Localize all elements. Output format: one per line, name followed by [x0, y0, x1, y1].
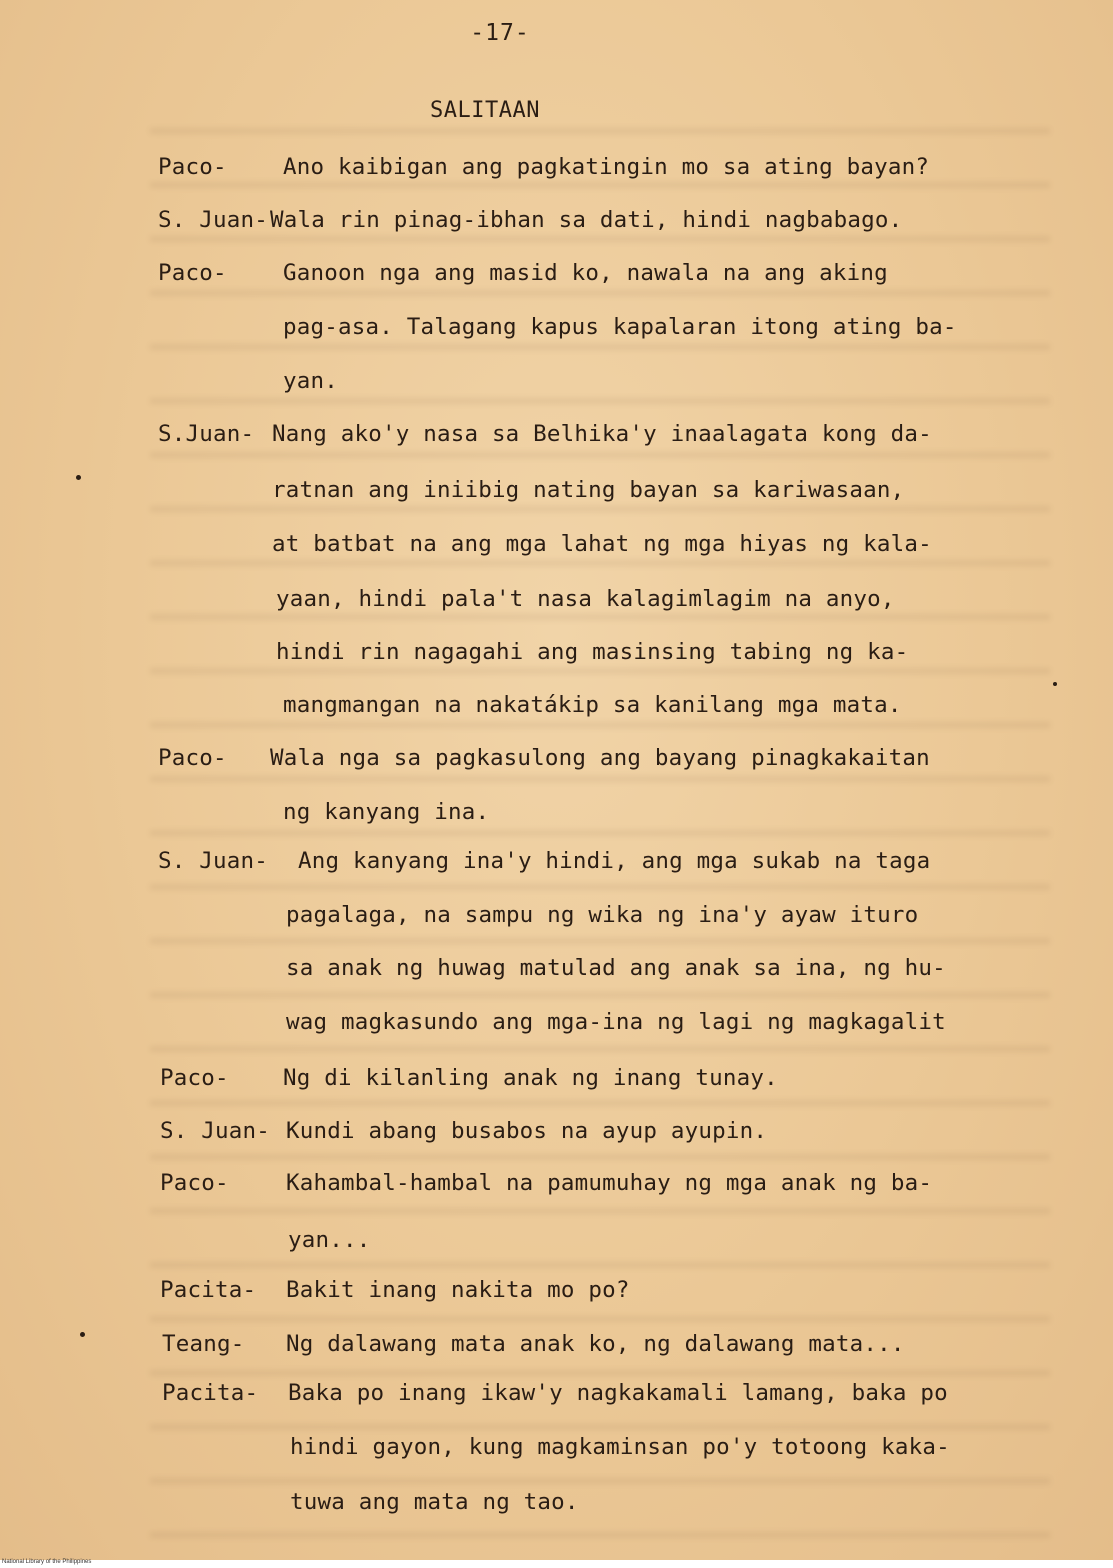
dialogue-line: pagalaga, na sampu ng wika ng ina'y ayaw ituro: [286, 902, 919, 928]
library-credit: National Library of the Philippines: [2, 1559, 92, 1565]
speaker-label: Paco-: [158, 745, 227, 771]
speaker-label: S. Juan-: [158, 848, 268, 874]
dialogue-line: Ang kanyang ina'y hindi, ang mga sukab na taga: [298, 848, 931, 874]
speaker-label: Teang-: [162, 1331, 245, 1357]
dialogue-line: Baka po inang ikaw'y nagkakamali lamang, baka po: [288, 1380, 948, 1406]
dialogue-line: Bakit inang nakita mo po?: [286, 1277, 630, 1303]
speaker-label: S.Juan-: [158, 421, 255, 447]
dialogue-line: sa anak ng huwag matulad ang anak sa ina, ng hu-: [286, 955, 946, 981]
dialogue-line: hindi gayon, kung magkaminsan po'y totoong kaka-: [290, 1434, 950, 1460]
dialogue-line: Kundi abang busabos na ayup ayupin.: [286, 1118, 768, 1144]
dialogue-line: yan...: [288, 1227, 371, 1253]
speaker-label: Paco-: [158, 260, 227, 286]
dialogue-line: Ng dalawang mata anak ko, ng dalawang mata...: [286, 1331, 905, 1357]
dialogue-line: ng kanyang ina.: [283, 799, 490, 825]
speaker-label: S. Juan-: [158, 207, 268, 233]
scan-footer: [0, 1560, 1113, 1568]
dialogue-line: Nang ako'y nasa sa Belhika'y inaalagata kong da-: [272, 421, 932, 447]
speaker-label: S. Juan-: [160, 1118, 270, 1144]
page-number: -17-: [470, 20, 530, 46]
dialogue-line: Wala rin pinag-ibhan sa dati, hindi nagbabago.: [270, 207, 903, 233]
ink-speck: [1053, 682, 1057, 686]
dialogue-line: Ganoon nga ang masid ko, nawala na ang aking: [283, 260, 888, 286]
dialogue-line: pag-asa. Talagang kapus kapalaran itong ating ba-: [283, 314, 957, 340]
dialogue-line: wag magkasundo ang mga-ina ng lagi ng magkagalit: [286, 1009, 946, 1035]
dialogue-line: tuwa ang mata ng tao.: [290, 1489, 579, 1515]
dialogue-line: mangmangan na nakatákip sa kanilang mga mata.: [283, 692, 902, 718]
speaker-label: Pacita-: [160, 1277, 257, 1303]
dialogue-line: hindi rin nagagahi ang masinsing tabing ng ka-: [276, 639, 909, 665]
ink-speck: [80, 1332, 85, 1337]
speaker-label: Paco-: [160, 1065, 229, 1091]
speaker-label: Pacita-: [162, 1380, 259, 1406]
dialogue-line: Ano kaibigan ang pagkatingin mo sa ating bayan?: [283, 154, 930, 180]
dialogue-line: Kahambal-hambal na pamumuhay ng mga anak ng ba-: [286, 1170, 933, 1196]
dialogue-line: yaan, hindi pala't nasa kalagimlagim na anyo,: [276, 586, 895, 612]
page-heading: SALITAAN: [430, 98, 540, 123]
speaker-label: Paco-: [158, 154, 227, 180]
dialogue-line: Wala nga sa pagkasulong ang bayang pinagkakaitan: [270, 745, 930, 771]
dialogue-line: at batbat na ang mga lahat ng mga hiyas ng kala-: [272, 531, 932, 557]
dialogue-line: Ng di kilanling anak ng inang tunay.: [283, 1065, 778, 1091]
ink-speck: [76, 475, 81, 480]
speaker-label: Paco-: [160, 1170, 229, 1196]
dialogue-line: ratnan ang iniibig nating bayan sa kariwasaan,: [272, 477, 905, 503]
dialogue-line: yan.: [283, 368, 338, 394]
